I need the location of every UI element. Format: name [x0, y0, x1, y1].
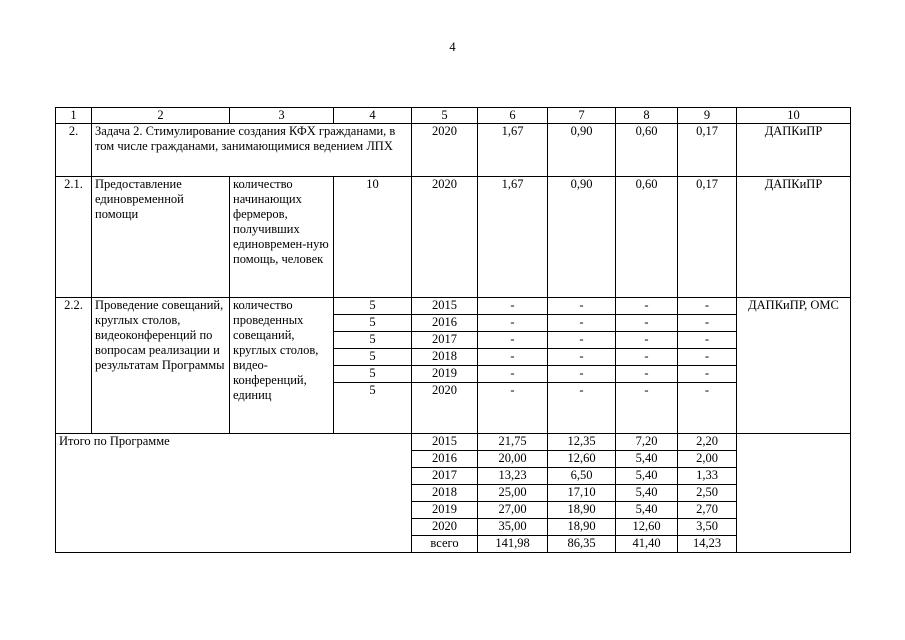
year-cell: 2015 — [412, 434, 478, 451]
value-cell: - — [548, 315, 616, 332]
value-cell: - — [678, 349, 737, 366]
value-cell: - — [616, 383, 678, 434]
value-cell: 86,35 — [548, 536, 616, 553]
measure-name: Предоставление единовременной помощи — [92, 177, 230, 298]
value-cell: - — [478, 298, 548, 315]
indicator-value: 5 — [334, 298, 412, 315]
value-cell: - — [548, 349, 616, 366]
total-executor-cell — [737, 434, 851, 553]
value-cell: 2,50 — [678, 485, 737, 502]
indicator-cell: количество проведенных совещаний, круглых столов, видео-конференций, единиц — [230, 298, 334, 434]
year-cell: 2016 — [412, 315, 478, 332]
value-cell: 0,90 — [548, 177, 616, 298]
value-cell: 14,23 — [678, 536, 737, 553]
measure-name: Проведение совещаний, круглых столов, видеоконференций по вопросам реализации и результатам Программы — [92, 298, 230, 434]
executor-cell: ДАПКиПР — [737, 124, 851, 177]
value-cell: 7,20 — [616, 434, 678, 451]
value-cell: - — [478, 315, 548, 332]
value-cell: 3,50 — [678, 519, 737, 536]
header-cell: 9 — [678, 108, 737, 124]
year-cell: 2019 — [412, 366, 478, 383]
page-number: 4 — [449, 40, 456, 54]
row-number: 2.1. — [56, 177, 92, 298]
value-cell: - — [616, 298, 678, 315]
year-cell: 2015 — [412, 298, 478, 315]
indicator-cell: количество начинающих фермеров, получивших единовремен-ную помощь, человек — [230, 177, 334, 298]
value-cell: 1,67 — [478, 177, 548, 298]
value-cell: 27,00 — [478, 502, 548, 519]
header-cell: 6 — [478, 108, 548, 124]
value-cell: - — [548, 366, 616, 383]
executor-cell: ДАПКиПР — [737, 177, 851, 298]
value-cell: - — [616, 349, 678, 366]
value-cell: - — [548, 383, 616, 434]
header-cell: 5 — [412, 108, 478, 124]
header-cell: 3 — [230, 108, 334, 124]
value-cell: - — [478, 332, 548, 349]
value-cell: - — [678, 315, 737, 332]
value-cell: 12,60 — [548, 451, 616, 468]
value-cell: 20,00 — [478, 451, 548, 468]
header-cell: 10 — [737, 108, 851, 124]
value-cell: 12,35 — [548, 434, 616, 451]
value-cell: 0,90 — [548, 124, 616, 177]
year-cell: 2017 — [412, 332, 478, 349]
header-cell: 8 — [616, 108, 678, 124]
value-cell: 5,40 — [616, 468, 678, 485]
year-cell: 2020 — [412, 383, 478, 434]
indicator-value: 5 — [334, 332, 412, 349]
indicator-value: 5 — [334, 315, 412, 332]
header-cell: 7 — [548, 108, 616, 124]
header-cell: 1 — [56, 108, 92, 124]
value-cell: 0,60 — [616, 177, 678, 298]
executor-cell: ДАПКиПР, ОМС — [737, 298, 851, 434]
value-cell: 5,40 — [616, 502, 678, 519]
total-label: Итого по Программе — [56, 434, 412, 553]
value-cell: 2,70 — [678, 502, 737, 519]
header-cell: 4 — [334, 108, 412, 124]
value-cell: 2,20 — [678, 434, 737, 451]
value-cell: 12,60 — [616, 519, 678, 536]
year-cell: 2020 — [412, 177, 478, 298]
year-cell: 2020 — [412, 519, 478, 536]
value-cell: - — [478, 349, 548, 366]
value-cell: - — [478, 383, 548, 434]
row-number: 2.2. — [56, 298, 92, 434]
indicator-value: 5 — [334, 366, 412, 383]
value-cell: 21,75 — [478, 434, 548, 451]
value-cell: 18,90 — [548, 502, 616, 519]
value-cell: 1,33 — [678, 468, 737, 485]
value-cell: - — [616, 332, 678, 349]
program-table — [55, 107, 851, 553]
value-cell: 13,23 — [478, 468, 548, 485]
year-cell: 2018 — [412, 349, 478, 366]
value-cell: - — [616, 315, 678, 332]
value-cell: 2,00 — [678, 451, 737, 468]
total-row — [56, 434, 851, 451]
indicator-value: 5 — [334, 383, 412, 434]
value-cell: 5,40 — [616, 451, 678, 468]
value-cell: 17,10 — [548, 485, 616, 502]
row-number: 2. — [56, 124, 92, 177]
task-title: Задача 2. Стимулирование создания КФХ гражданами, в том числе гражданами, занимающимися ведением ЛПХ — [92, 124, 412, 177]
value-cell: 5,40 — [616, 485, 678, 502]
year-cell: 2017 — [412, 468, 478, 485]
value-cell: 0,60 — [616, 124, 678, 177]
indicator-value: 5 — [334, 349, 412, 366]
measure-row — [56, 298, 851, 315]
value-cell: - — [678, 366, 737, 383]
value-cell: 141,98 — [478, 536, 548, 553]
year-cell: 2020 — [412, 124, 478, 177]
value-cell: 18,90 — [548, 519, 616, 536]
indicator-value: 10 — [334, 177, 412, 298]
measure-row — [56, 177, 851, 298]
value-cell: 25,00 — [478, 485, 548, 502]
year-cell: 2019 — [412, 502, 478, 519]
value-cell: 6,50 — [548, 468, 616, 485]
header-cell: 2 — [92, 108, 230, 124]
value-cell: - — [678, 332, 737, 349]
value-cell: 0,17 — [678, 177, 737, 298]
year-cell: 2018 — [412, 485, 478, 502]
value-cell: - — [678, 298, 737, 315]
value-cell: - — [548, 332, 616, 349]
value-cell: 41,40 — [616, 536, 678, 553]
header-row — [56, 108, 851, 124]
value-cell: 1,67 — [478, 124, 548, 177]
value-cell: 35,00 — [478, 519, 548, 536]
value-cell: - — [616, 366, 678, 383]
year-cell: 2016 — [412, 451, 478, 468]
value-cell: - — [548, 298, 616, 315]
task-row — [56, 124, 851, 177]
value-cell: 0,17 — [678, 124, 737, 177]
year-cell: всего — [412, 536, 478, 553]
value-cell: - — [478, 366, 548, 383]
value-cell: - — [678, 383, 737, 434]
